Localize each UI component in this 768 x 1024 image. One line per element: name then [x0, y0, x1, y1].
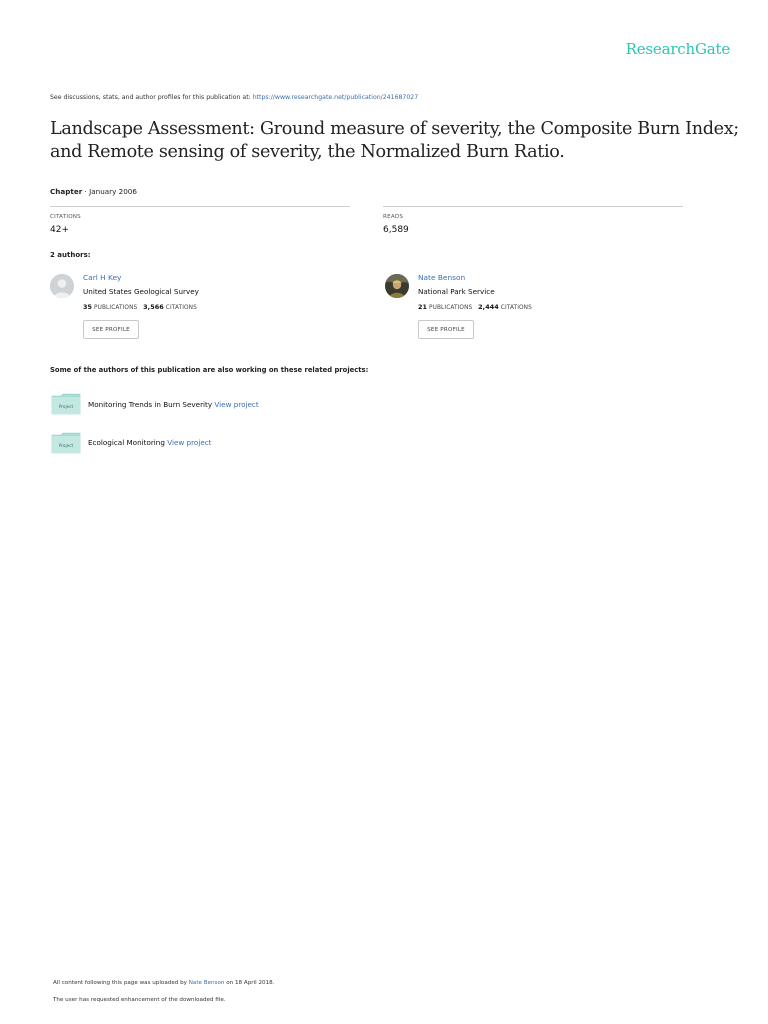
authors-heading: 2 authors: — [50, 251, 91, 259]
reads-count: 6,589 — [383, 225, 409, 235]
project-icon-label: Project — [58, 443, 74, 448]
project-name: Ecological Monitoring — [88, 438, 165, 447]
upload-prefix: All content following this page was uploaded by — [53, 980, 187, 986]
uploader-link[interactable]: Nate Benson — [188, 980, 225, 986]
publication-type: Chapter — [50, 187, 83, 196]
project-item — [88, 438, 212, 447]
citations-count: 42+ — [50, 225, 69, 235]
author-name-link[interactable]: Nate Benson — [418, 273, 466, 282]
author-citations-label: CITATIONS — [165, 305, 197, 311]
author-stats — [418, 303, 532, 311]
title-line-1: Landscape Assessment: Ground measure of severity, the Composite Burn Index; — [50, 119, 739, 139]
project-folder-icon[interactable] — [51, 432, 81, 454]
author-citations-label: CITATIONS — [500, 305, 532, 311]
researchgate-logo[interactable]: ResearchGate — [625, 40, 730, 58]
author-publications-label: PUBLICATIONS — [94, 305, 138, 311]
author-institution: National Park Service — [418, 287, 495, 296]
view-project-link[interactable]: View project — [167, 438, 212, 447]
avatar-nate-benson[interactable] — [385, 274, 409, 298]
see-profile-button[interactable]: SEE PROFILE — [83, 320, 139, 339]
enhancement-note: The user has requested enhancement of the downloaded file. — [53, 997, 226, 1003]
publication-date: January 2006 — [89, 187, 137, 196]
citations-label: CITATIONS — [50, 214, 81, 220]
publication-meta — [50, 187, 137, 196]
author-citations-count: 2,444 — [478, 303, 499, 311]
author-publications-count: 35 — [83, 303, 93, 311]
project-item — [88, 400, 259, 409]
project-name: Monitoring Trends in Burn Severity — [88, 400, 213, 409]
upload-note — [53, 980, 274, 986]
discussion-line — [50, 94, 418, 101]
publication-title — [50, 118, 740, 164]
project-icon-label: Project — [58, 404, 74, 409]
divider-right — [383, 206, 683, 207]
divider-left — [50, 206, 350, 207]
related-projects-heading: Some of the authors of this publication are also working on these related projects: — [50, 366, 369, 374]
see-profile-button[interactable]: SEE PROFILE — [418, 320, 474, 339]
author-stats — [83, 303, 197, 311]
profile-photo — [385, 274, 409, 298]
reads-label: READS — [383, 214, 404, 220]
author-institution: United States Geological Survey — [83, 287, 199, 296]
upload-suffix: on 18 April 2018. — [226, 980, 275, 986]
avatar-carl-h-key[interactable] — [50, 274, 74, 298]
title-line-2: and Remote sensing of severity, the Normalized Burn Ratio. — [50, 142, 565, 162]
folder-icon — [51, 393, 81, 415]
folder-icon — [51, 432, 81, 454]
project-folder-icon[interactable] — [51, 393, 81, 415]
publication-url-link[interactable]: https://www.researchgate.net/publication/241687027 — [252, 94, 419, 101]
default-user-icon — [50, 274, 74, 298]
discussion-prefix: See discussions, stats, and author profiles for this publication at: — [50, 94, 251, 101]
view-project-link[interactable]: View project — [214, 400, 259, 409]
author-citations-count: 3,566 — [143, 303, 164, 311]
author-publications-label: PUBLICATIONS — [429, 305, 473, 311]
author-name-link[interactable]: Carl H Key — [83, 273, 122, 282]
meta-separator: · — [82, 187, 90, 196]
author-publications-count: 21 — [418, 303, 428, 311]
